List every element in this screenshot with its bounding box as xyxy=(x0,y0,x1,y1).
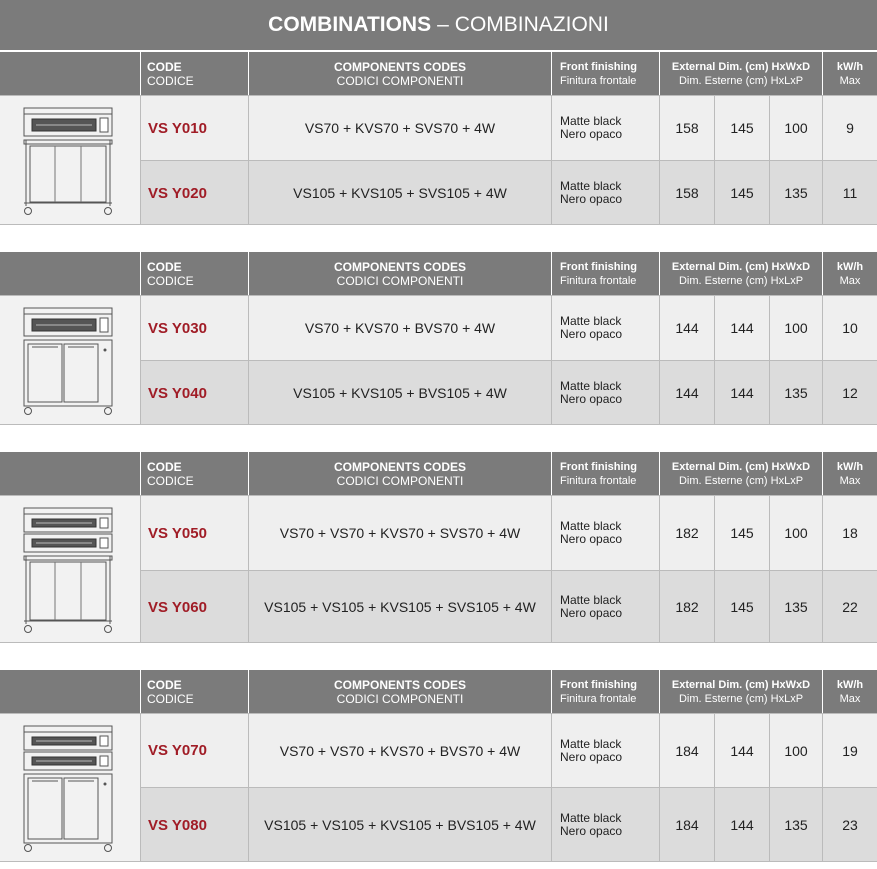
header-kw-it: Max xyxy=(839,475,861,487)
dimension-d: 135 xyxy=(769,788,822,862)
finish-it: Nero opaco xyxy=(560,749,623,764)
table-row xyxy=(140,787,877,862)
dimension-w: 144 xyxy=(714,788,769,862)
oven-illustration-icon xyxy=(18,306,118,416)
header-dimensions-it: Dim. Esterne (cm) HxLxP xyxy=(678,475,804,487)
header-components xyxy=(248,452,551,496)
dimension-h: 184 xyxy=(659,788,714,862)
header-code-it: CODICE xyxy=(147,274,194,288)
product-code: VS Y070 xyxy=(140,714,248,787)
finish-en: Matte black xyxy=(560,811,622,825)
dimension-w: 144 xyxy=(714,361,769,425)
finish-it: Nero opaco xyxy=(560,127,623,141)
header-components xyxy=(248,52,551,96)
finish-en: Matte black xyxy=(560,314,622,328)
dimension-d: 100 xyxy=(769,296,822,360)
finish-en: Matte black xyxy=(560,179,622,193)
header-components-it: CODICI COMPONENTI xyxy=(336,692,464,706)
product-code: VS Y030 xyxy=(140,296,248,360)
power-kw: 22 xyxy=(822,571,877,643)
header-components-it: CODICI COMPONENTI xyxy=(336,74,464,88)
header-dimensions-en: External Dim. (cm) HxWxD xyxy=(671,461,811,473)
table-row xyxy=(140,160,877,225)
dimension-h: 182 xyxy=(659,571,714,643)
header-dimensions-en: External Dim. (cm) HxWxD xyxy=(671,679,811,691)
header-kw-it: Max xyxy=(839,693,861,705)
product-image xyxy=(0,295,140,425)
header-finishing-en: Front finishing xyxy=(560,261,637,273)
header-code-it: CODICE xyxy=(147,74,194,88)
finish-it: Nero opaco xyxy=(560,824,623,838)
header-kw-en: kW/h xyxy=(836,679,864,691)
header-kw-it: Max xyxy=(839,75,861,87)
title-italian: COMBINAZIONI xyxy=(454,13,609,36)
components-codes: VS105 + VS105 + KVS105 + BVS105 + 4W xyxy=(248,788,551,862)
product-image xyxy=(0,495,140,643)
components-codes: VS70 + KVS70 + BVS70 + 4W xyxy=(248,296,551,360)
dimension-d: 100 xyxy=(769,96,822,160)
header-code-en: CODE xyxy=(147,678,182,692)
components-codes: VS105 + KVS105 + BVS105 + 4W xyxy=(248,361,551,425)
front-finishing xyxy=(551,788,659,862)
header-dimensions xyxy=(659,452,822,496)
table-row xyxy=(140,95,877,160)
finish-en: Matte black xyxy=(560,736,622,751)
dimension-w: 145 xyxy=(714,571,769,643)
finish-en: Matte black xyxy=(560,519,622,533)
table-row xyxy=(140,570,877,643)
header-components-it: CODICI COMPONENTI xyxy=(336,274,464,288)
components-codes: VS105 + VS105 + KVS105 + SVS105 + 4W xyxy=(248,571,551,643)
front-finishing xyxy=(551,496,659,570)
header-code-en: CODE xyxy=(147,260,182,274)
product-code: VS Y060 xyxy=(140,571,248,643)
product-image xyxy=(0,95,140,225)
header-dimensions xyxy=(659,252,822,296)
header-kw xyxy=(822,670,877,714)
header-kw-en: kW/h xyxy=(836,461,864,473)
dimension-w: 144 xyxy=(714,714,769,787)
finish-it: Nero opaco xyxy=(560,392,623,406)
components-codes: VS70 + KVS70 + SVS70 + 4W xyxy=(248,96,551,160)
table-header xyxy=(0,670,877,714)
header-code xyxy=(140,452,248,496)
header-code-en: CODE xyxy=(147,460,182,474)
header-finishing-en: Front finishing xyxy=(560,61,637,73)
oven-illustration-icon xyxy=(18,506,118,634)
header-dimensions-it: Dim. Esterne (cm) HxLxP xyxy=(678,275,804,287)
power-kw: 10 xyxy=(822,296,877,360)
combination-table xyxy=(0,52,877,225)
table-bottom-border xyxy=(0,424,877,425)
dimension-w: 144 xyxy=(714,296,769,360)
oven-illustration-icon xyxy=(18,106,118,216)
finish-it: Nero opaco xyxy=(560,327,623,341)
header-dimensions-en: External Dim. (cm) HxWxD xyxy=(671,261,811,273)
table-header xyxy=(0,52,877,96)
components-codes: VS70 + VS70 + KVS70 + BVS70 + 4W xyxy=(248,714,551,787)
table-header xyxy=(0,452,877,496)
header-finishing xyxy=(551,252,659,296)
dimension-h: 144 xyxy=(659,361,714,425)
finish-en: Matte black xyxy=(560,114,622,128)
dimension-h: 158 xyxy=(659,96,714,160)
header-components-en: COMPONENTS CODES xyxy=(333,60,466,74)
front-finishing xyxy=(551,296,659,360)
front-finishing xyxy=(551,96,659,160)
front-finishing xyxy=(551,161,659,225)
header-code xyxy=(140,670,248,714)
dimension-h: 182 xyxy=(659,496,714,570)
header-kw xyxy=(822,52,877,96)
header-finishing-it: Finitura frontale xyxy=(560,275,637,287)
front-finishing xyxy=(551,571,659,643)
page-title xyxy=(0,0,877,50)
power-kw: 11 xyxy=(822,161,877,225)
finish-en: Matte black xyxy=(560,593,622,607)
components-codes: VS70 + VS70 + KVS70 + SVS70 + 4W xyxy=(248,496,551,570)
header-kw-en: kW/h xyxy=(836,61,864,73)
combination-table xyxy=(0,670,877,862)
header-code xyxy=(140,52,248,96)
front-finishing xyxy=(551,714,659,787)
product-code: VS Y010 xyxy=(140,96,248,160)
dimension-d: 135 xyxy=(769,571,822,643)
dimension-d: 135 xyxy=(769,161,822,225)
header-code-en: CODE xyxy=(147,60,182,74)
header-finishing xyxy=(551,52,659,96)
dimension-h: 184 xyxy=(659,714,714,787)
product-code: VS Y080 xyxy=(140,788,248,862)
components-codes: VS105 + KVS105 + SVS105 + 4W xyxy=(248,161,551,225)
oven-illustration-icon xyxy=(18,724,118,853)
header-kw xyxy=(822,452,877,496)
header-code-it: CODICE xyxy=(147,474,194,488)
product-code: VS Y020 xyxy=(140,161,248,225)
dimension-d: 100 xyxy=(769,496,822,570)
header-finishing xyxy=(551,452,659,496)
header-components-en: COMPONENTS CODES xyxy=(333,678,466,692)
table-row xyxy=(140,295,877,360)
header-dimensions-en: External Dim. (cm) HxWxD xyxy=(671,61,811,73)
dimension-h: 144 xyxy=(659,296,714,360)
power-kw: 18 xyxy=(822,496,877,570)
finish-it: Nero opaco xyxy=(560,192,623,206)
header-finishing xyxy=(551,670,659,714)
header-finishing-en: Front finishing xyxy=(560,461,637,473)
title-main: COMBINATIONS xyxy=(268,13,432,36)
header-components xyxy=(248,252,551,296)
title-dash: – xyxy=(437,13,449,36)
product-code: VS Y050 xyxy=(140,496,248,570)
header-kw-it: Max xyxy=(839,275,861,287)
header-kw-en: kW/h xyxy=(836,261,864,273)
dimension-w: 145 xyxy=(714,96,769,160)
dimension-w: 145 xyxy=(714,161,769,225)
header-dimensions-it: Dim. Esterne (cm) HxLxP xyxy=(678,693,804,705)
combination-table xyxy=(0,252,877,425)
header-code-it: CODICE xyxy=(147,692,194,706)
table-row xyxy=(140,495,877,570)
product-code: VS Y040 xyxy=(140,361,248,425)
table-row xyxy=(140,713,877,787)
header-kw xyxy=(822,252,877,296)
header-finishing-it: Finitura frontale xyxy=(560,693,637,705)
dimension-d: 100 xyxy=(769,714,822,787)
dimension-w: 145 xyxy=(714,496,769,570)
header-dimensions xyxy=(659,52,822,96)
power-kw: 9 xyxy=(822,96,877,160)
finish-en: Matte black xyxy=(560,379,622,393)
power-kw: 23 xyxy=(822,788,877,862)
table-header xyxy=(0,252,877,296)
table-bottom-border xyxy=(0,861,877,862)
finish-it: Nero opaco xyxy=(560,606,623,620)
front-finishing xyxy=(551,361,659,425)
power-kw: 19 xyxy=(822,714,877,787)
dimension-h: 158 xyxy=(659,161,714,225)
header-finishing-it: Finitura frontale xyxy=(560,475,637,487)
dimension-d: 135 xyxy=(769,361,822,425)
header-components-it: CODICI COMPONENTI xyxy=(336,474,464,488)
table-bottom-border xyxy=(0,642,877,643)
power-kw: 12 xyxy=(822,361,877,425)
table-row xyxy=(140,360,877,425)
header-dimensions-it: Dim. Esterne (cm) HxLxP xyxy=(678,75,804,87)
product-image xyxy=(0,713,140,862)
header-components xyxy=(248,670,551,714)
header-finishing-en: Front finishing xyxy=(560,679,637,691)
header-components-en: COMPONENTS CODES xyxy=(333,460,466,474)
header-components-en: COMPONENTS CODES xyxy=(333,260,466,274)
header-code xyxy=(140,252,248,296)
header-dimensions xyxy=(659,670,822,714)
table-bottom-border xyxy=(0,224,877,225)
combination-table xyxy=(0,452,877,643)
finish-it: Nero opaco xyxy=(560,532,623,546)
header-finishing-it: Finitura frontale xyxy=(560,75,637,87)
